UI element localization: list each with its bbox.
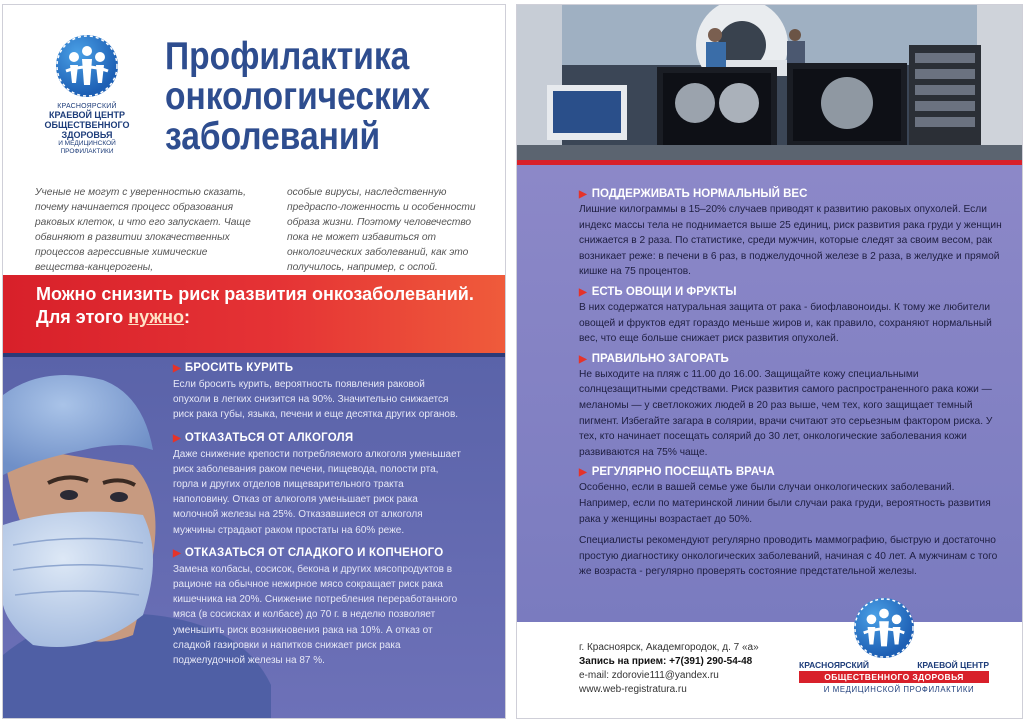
- title-line: онкологических: [165, 75, 431, 118]
- arrow-right-icon: ▶: [579, 353, 587, 365]
- headline-line: Можно снизить риск развития онкозаболеваний.: [36, 284, 474, 304]
- contact-email[interactable]: e-mail: zdorovie111@yandex.ru: [579, 670, 719, 681]
- tip-body: В них содержатся натуральная защита от рака - биофлавоноиды. К тому же любители овощей и фруктов едят гораздо меньше жиров и, как правило, сохраняют нормальный вес, что еще больше снижает риск развития опухолей.: [579, 301, 992, 345]
- title-line: Профилактика: [165, 35, 410, 78]
- tip-body: Не выходите на пляж с 11.00 до 16.00. Защищайте кожу специальными солнцезащитными средствами. Риск развития самого распространенного рака кожи — меланомы — у светлокожих людей в 20 раз выше, чем тех, кого защищает темный пигмент. Избегайте загара в солярии, врачи считают это серьезным фактором риска. У тех, кто начинает посещать солярий до 30 лет, онкологические заболевания кожи развиваются на 75% чаще.: [579, 368, 993, 458]
- tip-item: [579, 353, 1004, 461]
- tip-heading-text: БРОСИТЬ КУРИТЬ: [184, 362, 294, 374]
- tip-item: [173, 362, 463, 423]
- contact-address: г. Красноярск, Академгородок, д. 7 «а»: [579, 642, 759, 653]
- tip-heading-text: РЕГУЛЯРНО ПОСЕЩАТЬ ВРАЧА: [591, 466, 775, 479]
- tip-item: [579, 466, 1004, 527]
- tip-heading-text: ЕСТЬ ОВОЩИ И ФРУКТЫ: [591, 285, 737, 298]
- arrow-right-icon: ▶: [579, 189, 587, 200]
- logo-line: КРАСНОЯРСКИЙ: [57, 103, 117, 110]
- tip-heading-text: ПРАВИЛЬНО ЗАГОРАТЬ: [591, 352, 729, 365]
- contact-appointment: Запись на прием: +7(391) 290-54-48: [579, 656, 753, 667]
- left-page: [3, 5, 505, 718]
- tip-body: Лишние килограммы в 15–20% случаев приводят к развитию раковых опухолей. Если индекс массы тела не поднимается выше 25 единиц, риск развития рака груди у женщин снижается в 2 раза. По статистике, среди мужчин, которые следят за своим весом, рак возникает реже: в печени в 6 раз, в поджелудочной железе в 2 раза, в желудке и прямой кишке на 75 процентов.: [579, 204, 1002, 278]
- tip-heading: [579, 286, 1004, 298]
- logo-line: ЗДОРОВЬЯ: [61, 130, 113, 140]
- tip-body: Особенно, если в вашей семье уже были случаи онкологических заболеваний. Например, если по материнской линии были случаи рака груди, вероятность развития рака у женщины возрастает до 50%.: [579, 482, 991, 525]
- tip-item: [579, 286, 1004, 347]
- headline-prefix: Для этого: [36, 307, 129, 327]
- center-logo-footer: [799, 598, 1019, 708]
- logo-line: ПРОФИЛАКТИКИ: [60, 148, 114, 155]
- logo-top-line: [799, 660, 989, 670]
- tips-list-left: [173, 362, 463, 677]
- logo-line: КРАЕВОЙ ЦЕНТР: [48, 110, 126, 120]
- logo-band: ОБЩЕСТВЕННОГО ЗДОРОВЬЯ: [799, 671, 989, 683]
- tip-heading: [173, 547, 463, 559]
- ct-room-photo: [517, 5, 1022, 162]
- right-page: [517, 5, 1022, 718]
- tip-item: [173, 432, 463, 538]
- tip-heading: [579, 466, 1004, 478]
- tip-item: [579, 188, 1004, 280]
- tip-heading-text: ПОДДЕРЖИВАТЬ НОРМАЛЬНЫЙ ВЕС: [591, 188, 808, 200]
- center-logo: [41, 35, 133, 156]
- logo-bottom-line: И МЕДИЦИНСКОЙ ПРОФИЛАКТИКИ: [823, 685, 975, 694]
- closing-text: Специалисты рекомендуют регулярно проводить маммографию, быструю и достаточно простую диагностику онкологических заболеваний, начиная с 40 лет. А мужчинам с того же возраста - регулярно проверять состояние предстательной железы.: [579, 535, 998, 578]
- logo-emblem-icon: [56, 35, 118, 97]
- page-title: [165, 37, 449, 157]
- tip-body: Если бросить курить, вероятность появления раковой опухоли в легких снизится на 90%. Значительно снижается риск рака губы, языка, печени и еще десятка других органов.: [173, 379, 459, 421]
- headline-suffix: :: [184, 307, 191, 327]
- arrow-right-icon: ▶: [173, 432, 181, 444]
- headline-band: [3, 275, 505, 353]
- arrow-right-icon: ▶: [173, 363, 181, 374]
- tip-heading: [579, 353, 1004, 365]
- headline-line: [36, 306, 496, 329]
- tip-heading: [173, 362, 463, 374]
- tip-heading-text: ОТКАЗАТЬСЯ ОТ СЛАДКОГО И КОПЧЕНОГО: [184, 546, 444, 559]
- logo-word: КРАСНОЯРСКИЙ: [799, 660, 869, 670]
- title-line: заболеваний: [165, 115, 381, 158]
- intro-text-right: особые вирусы, наследственную предраспо-ложенность и особенности образа жизни. Поэтому человечество пока не может избавиться от онкологических заболеваний, как это получилось, например, с оспой.: [287, 187, 476, 273]
- tip-body: Замена колбасы, сосисок, бекона и других мясопродуктов в рационе на обычное нежирное мясо сокращает риск рака кишечника на 20%. Снижение потребления переработанного мяса (в сосисках и колбасе) до 70 г. в неделю позволяет уменьшить риск возникновения рака на 10%. А отказ от сладкой газировки и напитков снижает риск рака поджелудочной железы на 87 %.: [173, 563, 458, 667]
- headline-emphasis: нужно: [128, 307, 185, 327]
- contact-website[interactable]: www.web-registratura.ru: [579, 684, 687, 695]
- tip-heading: [173, 432, 463, 444]
- logo-line: ОБЩЕСТВЕННОГО: [44, 120, 130, 130]
- logo-word: КРАЕВОЙ ЦЕНТР: [917, 660, 989, 670]
- arrow-right-icon: ▶: [579, 286, 587, 298]
- logo-emblem-icon: [854, 598, 914, 658]
- intro-text-left: Ученые не могут с уверенностью сказать, почему начинается процесс образования раковых клеток, и что его запускает. Чаще обвиняют в развитии злокачественных процессов агрессивные химические вещества-канцерогены,: [35, 187, 251, 273]
- headline-text: [36, 283, 496, 329]
- tip-item: [173, 547, 463, 668]
- tips-list-right: [579, 188, 1004, 586]
- tip-body: Даже снижение крепости потребляемого алкоголя уменьшает риск заболевания раком печени, пищевода, полости рта, горла и других отделов пищеварительного тракта наполовину. Отказ от алкоголя уменьшает риск рака молочной железы на 25%. Отказавшиеся от алкоголя мужчины страдают раком простаты на 60% реже.: [173, 448, 461, 536]
- tip-heading: [579, 188, 1004, 200]
- logo-line: И МЕДИЦИНСКОЙ: [58, 140, 116, 147]
- tip-heading-text: ОТКАЗАТЬСЯ ОТ АЛКОГОЛЯ: [184, 431, 354, 444]
- arrow-right-icon: ▶: [173, 547, 181, 559]
- arrow-right-icon: ▶: [579, 467, 587, 479]
